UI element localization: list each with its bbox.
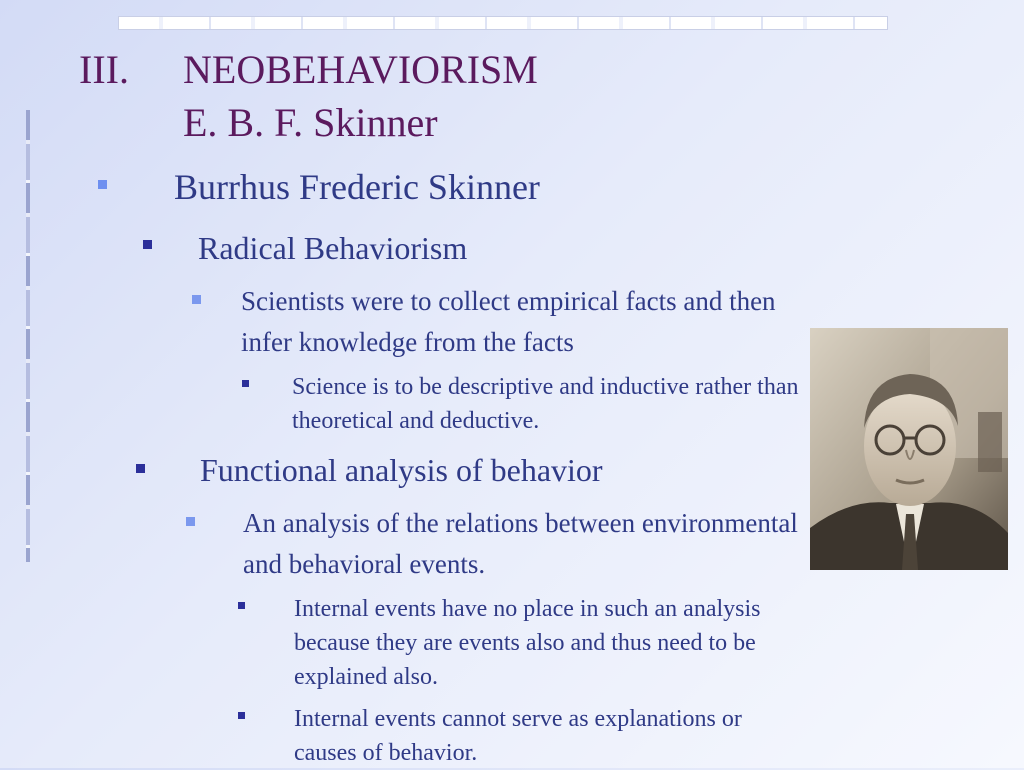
bullet-text: Radical Behaviorism <box>198 230 468 266</box>
bullet-text: Burrhus Frederic Skinner <box>174 167 540 207</box>
bullet-marker <box>186 517 195 526</box>
bullet-marker <box>143 240 152 249</box>
bullet-marker <box>238 712 245 719</box>
bullet-marker <box>192 295 201 304</box>
bullet-marker <box>136 464 145 473</box>
portrait-illustration <box>810 328 1008 570</box>
bullet-text: Science is to be descriptive and inductive rather than theoretical and deductive. <box>292 374 799 434</box>
bullet-marker <box>242 380 249 387</box>
bullet-text: Functional analysis of behavior <box>200 452 603 488</box>
bullet-marker <box>238 602 245 609</box>
bullet-text: Internal events have no place in such an analysis because they are events also and thus need to be explained also. <box>294 596 761 690</box>
title-line-2: E. B. F. Skinner <box>183 100 438 145</box>
bullet-marker <box>98 180 107 189</box>
bullet-text: Internal events cannot serve as explanations or causes of behavior. <box>294 706 742 766</box>
portrait-photo <box>810 328 1008 570</box>
title-number: III. <box>79 47 129 92</box>
title-line-1: NEOBEHAVIORISM <box>183 47 538 92</box>
decorative-top-bar <box>118 16 888 30</box>
bullet-text: An analysis of the relations between environmental and behavioral events. <box>243 508 798 579</box>
decorative-side-bar <box>26 110 30 562</box>
bullet-text: Scientists were to collect empirical facts and then infer knowledge from the facts <box>241 286 776 357</box>
